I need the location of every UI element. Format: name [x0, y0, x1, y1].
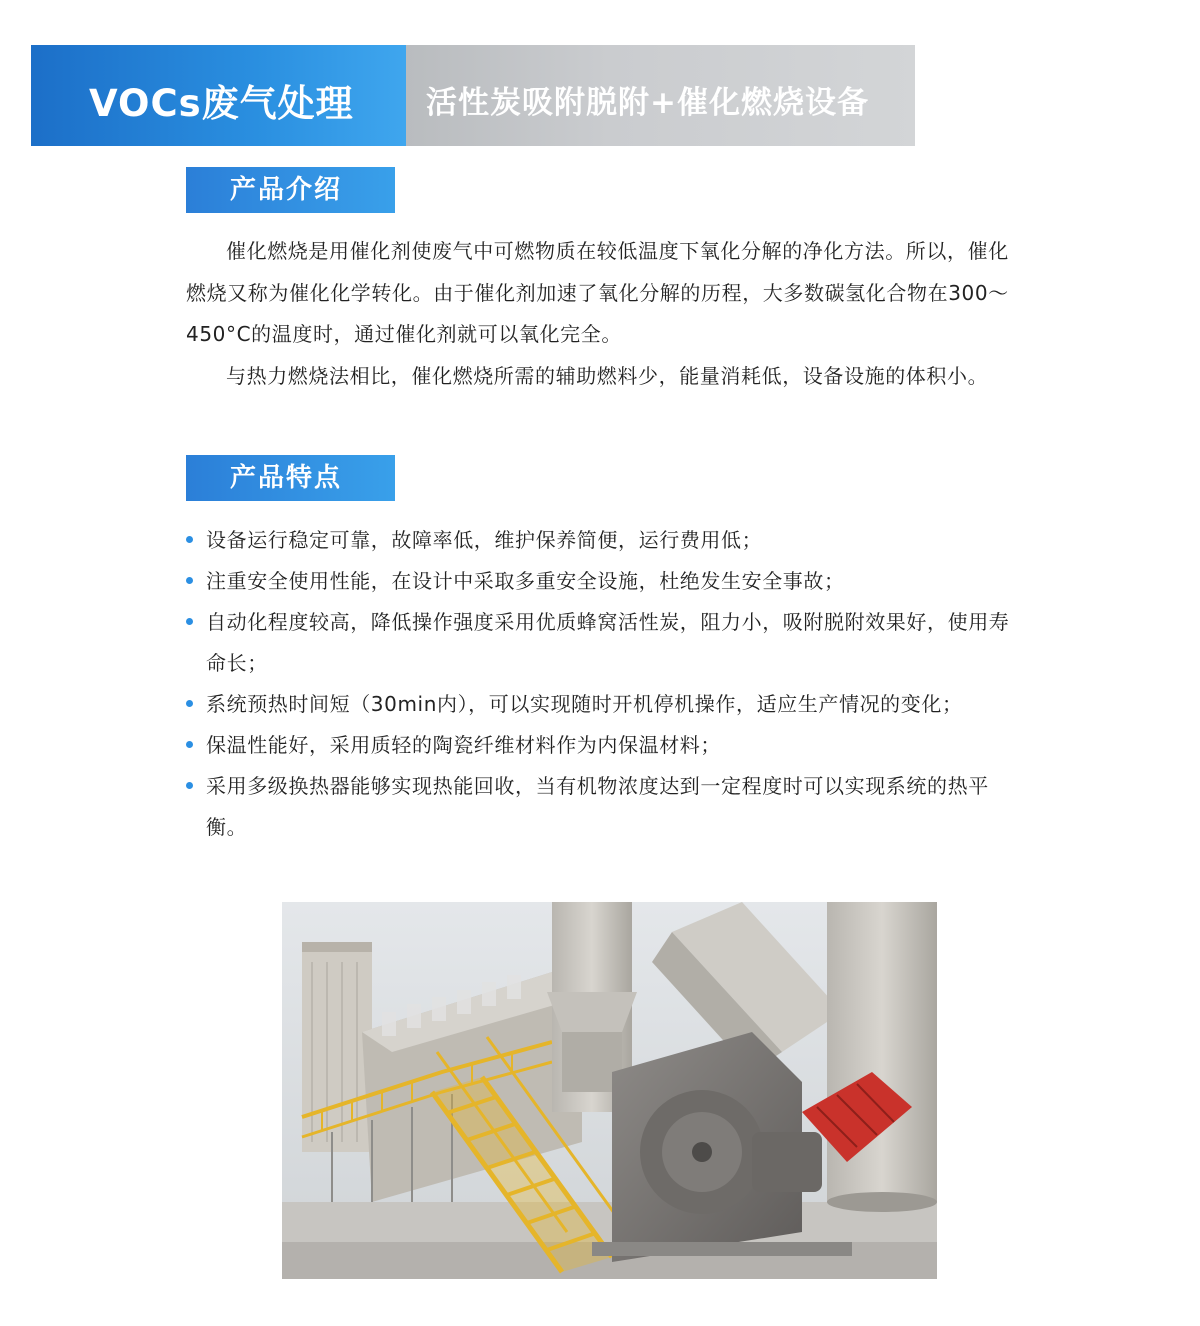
list-item: [186, 684, 1016, 725]
list-item: [186, 561, 1016, 602]
feature-list: [186, 520, 1016, 848]
page-subtitle: 活性炭吸附脱附+催化燃烧设备: [426, 85, 869, 121]
bullet-icon: [186, 536, 193, 543]
title-banner: [31, 45, 915, 146]
bullet-icon: [186, 700, 193, 707]
bullet-icon: [186, 741, 193, 748]
feature-text: 系统预热时间短（30min内），可以实现随时开机停机操作，适应生产情况的变化；: [206, 692, 963, 716]
section-heading-intro: 产品介绍: [186, 167, 395, 213]
feature-text: 采用多级换热器能够实现热能回收，当有机物浓度达到一定程度时可以实现系统的热平衡。: [206, 774, 989, 839]
list-item: [186, 766, 1016, 848]
feature-text: 注重安全使用性能，在设计中采取多重安全设施，杜绝发生安全事故；: [206, 569, 845, 593]
intro-paragraph: 催化燃烧是用催化剂使废气中可燃物质在较低温度下氧化分解的净化方法。所以，催化燃烧又称为催化化学转化。由于催化剂加速了氧化分解的历程，大多数碳氢化合物在300～450°C的温度时，通过催化剂就可以氧化完全。: [186, 239, 1009, 346]
equipment-photo: [282, 902, 937, 1279]
list-item: [186, 520, 1016, 561]
list-item: [186, 602, 1016, 684]
bullet-icon: [186, 577, 193, 584]
bullet-icon: [186, 618, 193, 625]
feature-text: 自动化程度较高，降低操作强度采用优质蜂窝活性炭，阻力小，吸附脱附效果好，使用寿命长；: [206, 610, 1010, 675]
intro-text: [186, 231, 1016, 397]
feature-text: 设备运行稳定可靠，故障率低，维护保养简便，运行费用低；: [206, 528, 763, 552]
section-heading-features: 产品特点: [186, 455, 395, 501]
feature-text: 保温性能好，采用质轻的陶瓷纤维材料作为内保温材料；: [206, 733, 721, 757]
page-title: VOCs废气处理: [89, 82, 354, 125]
intro-paragraph: 与热力燃烧法相比，催化燃烧所需的辅助燃料少，能量消耗低，设备设施的体积小。: [226, 363, 989, 388]
list-item: [186, 725, 1016, 766]
bullet-icon: [186, 782, 193, 789]
